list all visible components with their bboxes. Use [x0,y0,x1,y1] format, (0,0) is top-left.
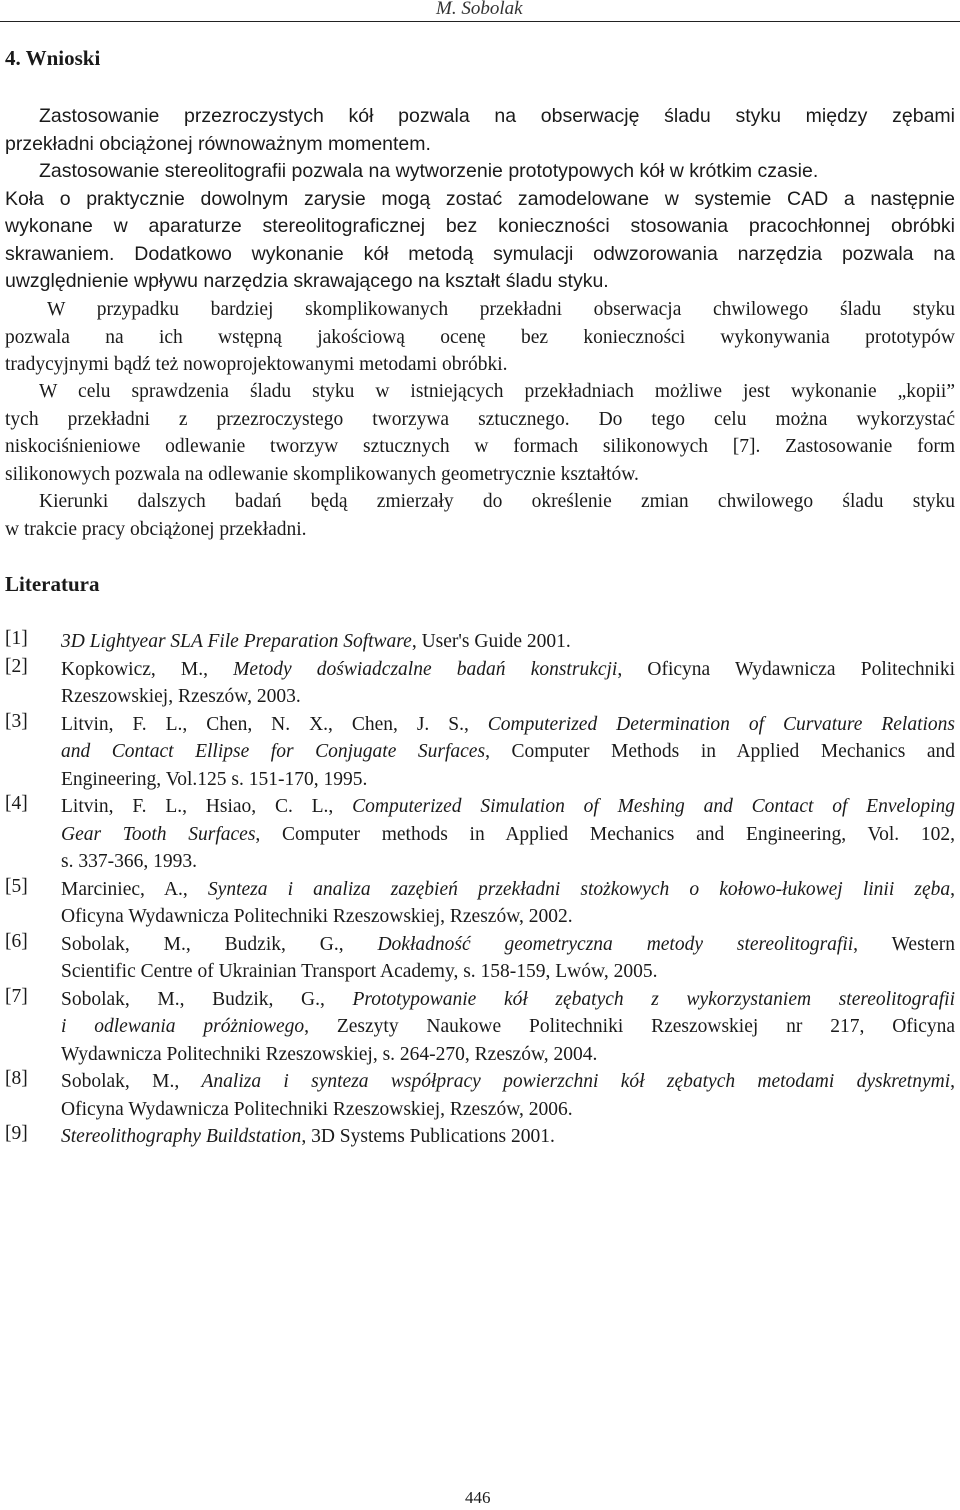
reference-title: 3D Lightyear SLA File Preparation Software [61,631,412,652]
header-rule [0,21,960,22]
reference-item [0,986,960,1069]
reference-number: [6] [5,930,28,952]
paragraph-line: skrawaniem. Dodatkowo wykonanie kół metodą symulacji odwzorowania narzędzia pozwala na [5,242,955,265]
reference-list [0,628,960,1151]
reference-title: Computerized Simulation of Meshing and Contact of Enveloping [352,796,955,817]
reference-title: and Contact Ellipse for Conjugate Surfaces [61,741,486,762]
reference-number: [1] [5,628,28,649]
paragraph-line: pozwala na ich wstępną jakościową ocenę bez konieczności wykonywania prototypów [5,326,955,348]
reference-source: s. 337-366, 1993. [61,851,197,872]
reference-authors: Kopkowicz, M., [61,658,234,680]
reference-source: Oficyna Wydawnicza Politechniki Rzeszowskiej, Rzeszów, 2006. [61,1098,573,1120]
page-number: 446 [465,1488,491,1507]
reference-authors: Sobolak, M., [61,1071,202,1092]
reference-source: , [950,878,956,900]
reference-source: , Computer Methods in Applied Mechanics and [485,741,955,762]
paragraph-line: silikonowych pozwala na odlewanie skomplikowanych geometrycznie kształtów. [5,463,639,485]
paragraph-line: niskociśnieniowe odlewanie tworzyw sztucznych w formach silikonowych [7]. Zastosowanie form [5,436,955,457]
reference-source: Engineering, Vol.125 s. 151-170, 1995. [61,768,368,790]
paragraph-line: przekładni obciążonej równoważnym momentem. [5,132,431,155]
reference-item [0,1123,960,1151]
reference-source: , Zeszyty Naukowe Politechniki Rzeszowskiej nr 217, Oficyna [304,1016,956,1037]
reference-item [0,711,960,794]
paragraph-line: Koła o praktycznie dowolnym zarysie mogą zostać zamodelowane w systemie CAD a następnie [5,187,955,210]
reference-authors: Sobolak, M., Budzik, G., [61,933,378,955]
paragraph-line: Zastosowanie przezroczystych kół pozwala na obserwację śladu styku między zębami [39,105,955,127]
paragraph-line: w trakcie pracy obciążonej przekładni. [5,518,307,540]
reference-source: , 3D Systems Publications 2001. [301,1126,555,1147]
reference-source: Rzeszowskiej, Rzeszów, 2003. [61,686,301,707]
reference-number: [3] [5,710,28,732]
reference-number: [2] [5,655,28,677]
reference-title: Synteza i analiza zazębień przekładni stożkowych o kołowo-łukowej linii zęba [207,878,951,900]
reference-source: , Computer methods in Applied Mechanics and Engineering, Vol. 102, [255,823,955,845]
reference-item [0,876,960,931]
literature-heading: Literatura [5,572,100,596]
running-head [0,0,960,20]
paragraph-line: W przypadku bardziej skomplikowanych przekładni obserwacja chwilowego śladu styku [47,299,955,320]
running-head-author: M. Sobolak [436,0,523,19]
paragraph-line: tych przekładni z przezroczystego tworzywa sztucznego. Do tego celu można wykorzystać [5,408,955,430]
reference-source: , Western [853,933,955,955]
reference-item [0,628,960,656]
paragraph-line: Zastosowanie stereolitografii pozwala na wytworzenie prototypowych kół w krótkim czasie. [39,160,819,182]
paragraph-2 [5,158,955,296]
reference-title: Gear Tooth Surfaces [61,823,256,845]
reference-source: Oficyna Wydawnicza Politechniki Rzeszowskiej, Rzeszów, 2002. [61,906,573,927]
section-heading: 4. Wnioski [5,46,101,70]
reference-title: Analiza i synteza współpracy powierzchni kół zębatych metodami dyskretnymi [201,1071,951,1092]
paragraph-line: uwzględnienie wpływu narzędzia skrawającego na kształt śladu styku. [5,270,609,292]
reference-number: [5] [5,875,28,897]
reference-title: Prototypowanie kół zębatych z wykorzystaniem stereolitografii [352,988,955,1010]
reference-title: Computerized Determination of Curvature Relations [487,713,955,735]
reference-authors: Litvin, F. L., Chen, N. X., Chen, J. S., [61,713,488,735]
reference-title: i odlewania próżniowego [61,1016,305,1037]
reference-source: Scientific Centre of Ukrainian Transport Academy, s. 158-159, Lwów, 2005. [61,961,658,982]
paragraph-line: wykonane w aparaturze stereolitograficznej bez konieczności stosowania pracochłonnej obróbki [5,215,955,237]
reference-number: [9] [5,1123,28,1144]
reference-authors: Litvin, F. L., Hsiao, C. L., [61,796,353,817]
paragraph-line: Kierunki dalszych badań będą zmierzały do określenie zmian chwilowego śladu styku [39,491,955,512]
reference-authors: Marciniec, A., [61,878,208,900]
paragraph-3 [5,296,955,379]
reference-source: , User's Guide 2001. [411,631,571,652]
reference-authors: Sobolak, M., Budzik, G., [61,988,353,1010]
reference-title: Stereolithography Buildstation [61,1126,302,1147]
paragraph-1 [5,103,955,158]
paragraph-4 [5,378,955,488]
reference-number: [7] [5,985,28,1007]
reference-item [0,793,960,876]
paragraph-line: tradycyjnymi bądź też nowoprojektowanymi metodami obróbki. [5,354,508,375]
paragraph-5 [5,488,955,543]
reference-source: Wydawnicza Politechniki Rzeszowskiej, s. 264-270, Rzeszów, 2004. [61,1043,598,1065]
reference-number: [8] [5,1068,28,1089]
reference-title: Dokładność geometryczna metody stereolitografii [377,933,854,955]
reference-number: [4] [5,793,28,814]
reference-item [0,656,960,711]
reference-title: Metody doświadczalne badań konstrukcji [233,658,618,680]
reference-source: , [950,1071,955,1092]
reference-item [0,1068,960,1123]
reference-item [0,931,960,986]
paragraph-line: W celu sprawdzenia śladu styku w istniejących przekładniach możliwe jest wykonanie „kopii” [39,381,955,402]
reference-source: , Oficyna Wydawnicza Politechniki [617,658,955,680]
